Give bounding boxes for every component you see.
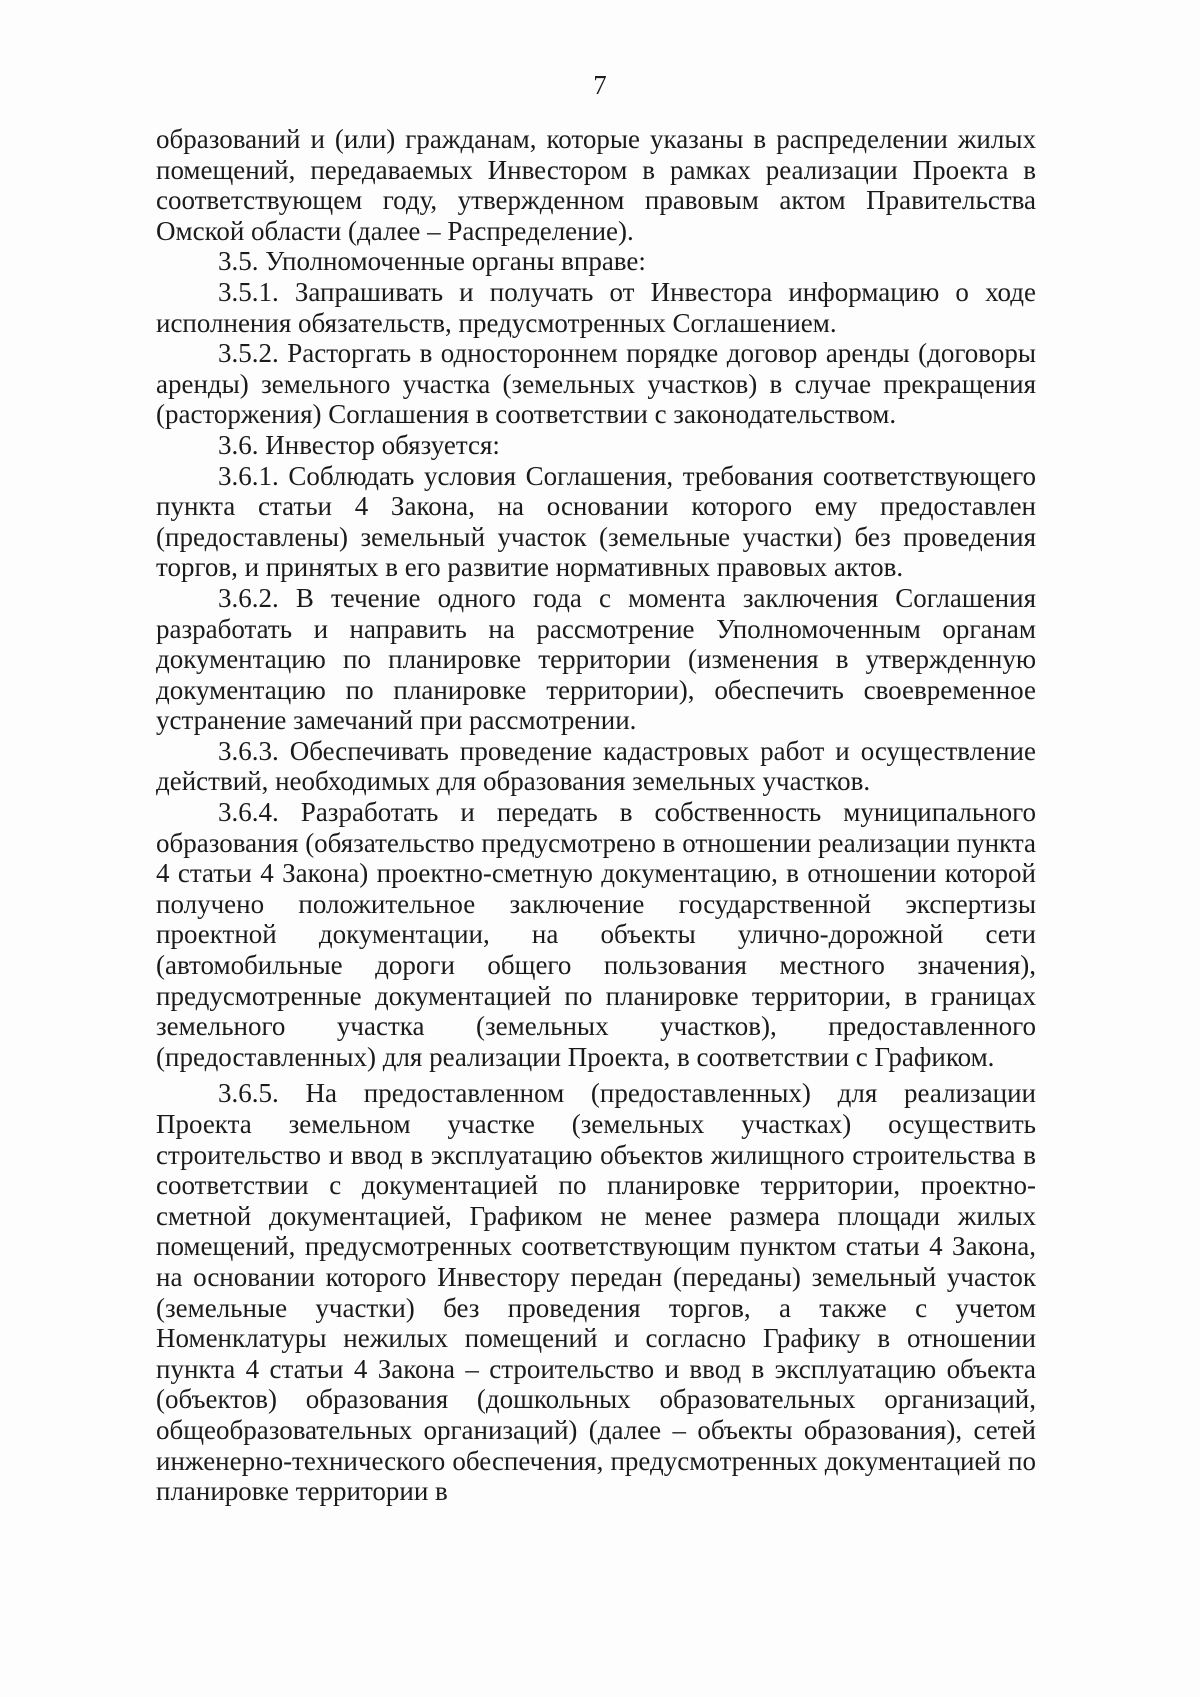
paragraph-3-6-5: 3.6.5. На предоставленном (предоставленных) для реализации Проекта земельном участке (земельных участках) осуществить строительство и ввод в эксплуатацию объектов жилищного строительства в соответствии с документацией по планировке территории, проектно-сметной документацией, Графиком не менее размера площади жилых помещений, предусмотренных соответствующим пунктом статьи 4 Закона, на основании которого Инвестору передан (переданы) земельный участок (земельные участки) без проведения торгов, а также с учетом Номенклатуры нежилых помещений и согласно Графику в отношении пункта 4 статьи 4 Закона – строительство и ввод в эксплуатацию объекта (объектов) образования (дошкольных образовательных организаций, общеобразовательных организаций) (далее – объекты образования), сетей инженерно-технического обеспечения, предусмотренных документацией по планировке территории в (156, 1078, 1036, 1507)
page-number: 7 (593, 70, 607, 100)
paragraph-3-5-1: 3.5.1. Запрашивать и получать от Инвестора информацию о ходе исполнения обязательств, предусмотренных Соглашением. (156, 276, 1036, 338)
paragraph-continuation: образований и (или) гражданам, которые указаны в распределении жилых помещений, передаваемых Инвестором в рамках реализации Проекта в соответствующем году, утвержденном правовым актом Правительства Омской области (далее – Распределение). (156, 124, 1036, 246)
paragraph-3-6: 3.6. Инвестор обязуется: (218, 429, 500, 460)
document-body (156, 124, 1036, 1507)
paragraph-3-6-4: 3.6.4. Разработать и передать в собственность муниципального образования (обязательство предусмотрено в отношении реализации пункта 4 статьи 4 Закона) проектно-сметную документацию, в отношении которой получено положительное заключение государственной экспертизы проектной документации, на объекты улично-дорожной сети (автомобильные дороги общего пользования местного значения), предусмотренные документацией по планировке территории, в границах земельного участка (земельных участков), предоставленного (предоставленных) для реализации Проекта, в соответствии с Графиком. (156, 797, 1036, 1072)
paragraph-3-5-2: 3.5.2. Расторгать в одностороннем порядке договор аренды (договоры аренды) земельного участка (земельных участков) в случае прекращения (расторжения) Соглашения в соответствии с законодательством. (156, 338, 1036, 430)
paragraph-3-6-2: 3.6.2. В течение одного года с момента заключения Соглашения разработать и направить на рассмотрение Уполномоченным органам документацию по планировке территории (изменения в утвержденную документацию по планировке территории), обеспечить своевременное устранение замечаний при рассмотрении. (156, 582, 1036, 736)
paragraph-3-6-1: 3.6.1. Соблюдать условия Соглашения, требования соответствующего пункта статьи 4 Закона, на основании которого ему предоставлен (предоставлены) земельный участок (земельные участки) без проведения торгов, и принятых в его развитие нормативных правовых актов. (156, 460, 1036, 583)
paragraph-3-5: 3.5. Уполномоченные органы вправе: (218, 246, 646, 277)
paragraph-3-6-3: 3.6.3. Обеспечивать проведение кадастровых работ и осуществление действий, необходимых для образования земельных участков. (156, 735, 1036, 797)
